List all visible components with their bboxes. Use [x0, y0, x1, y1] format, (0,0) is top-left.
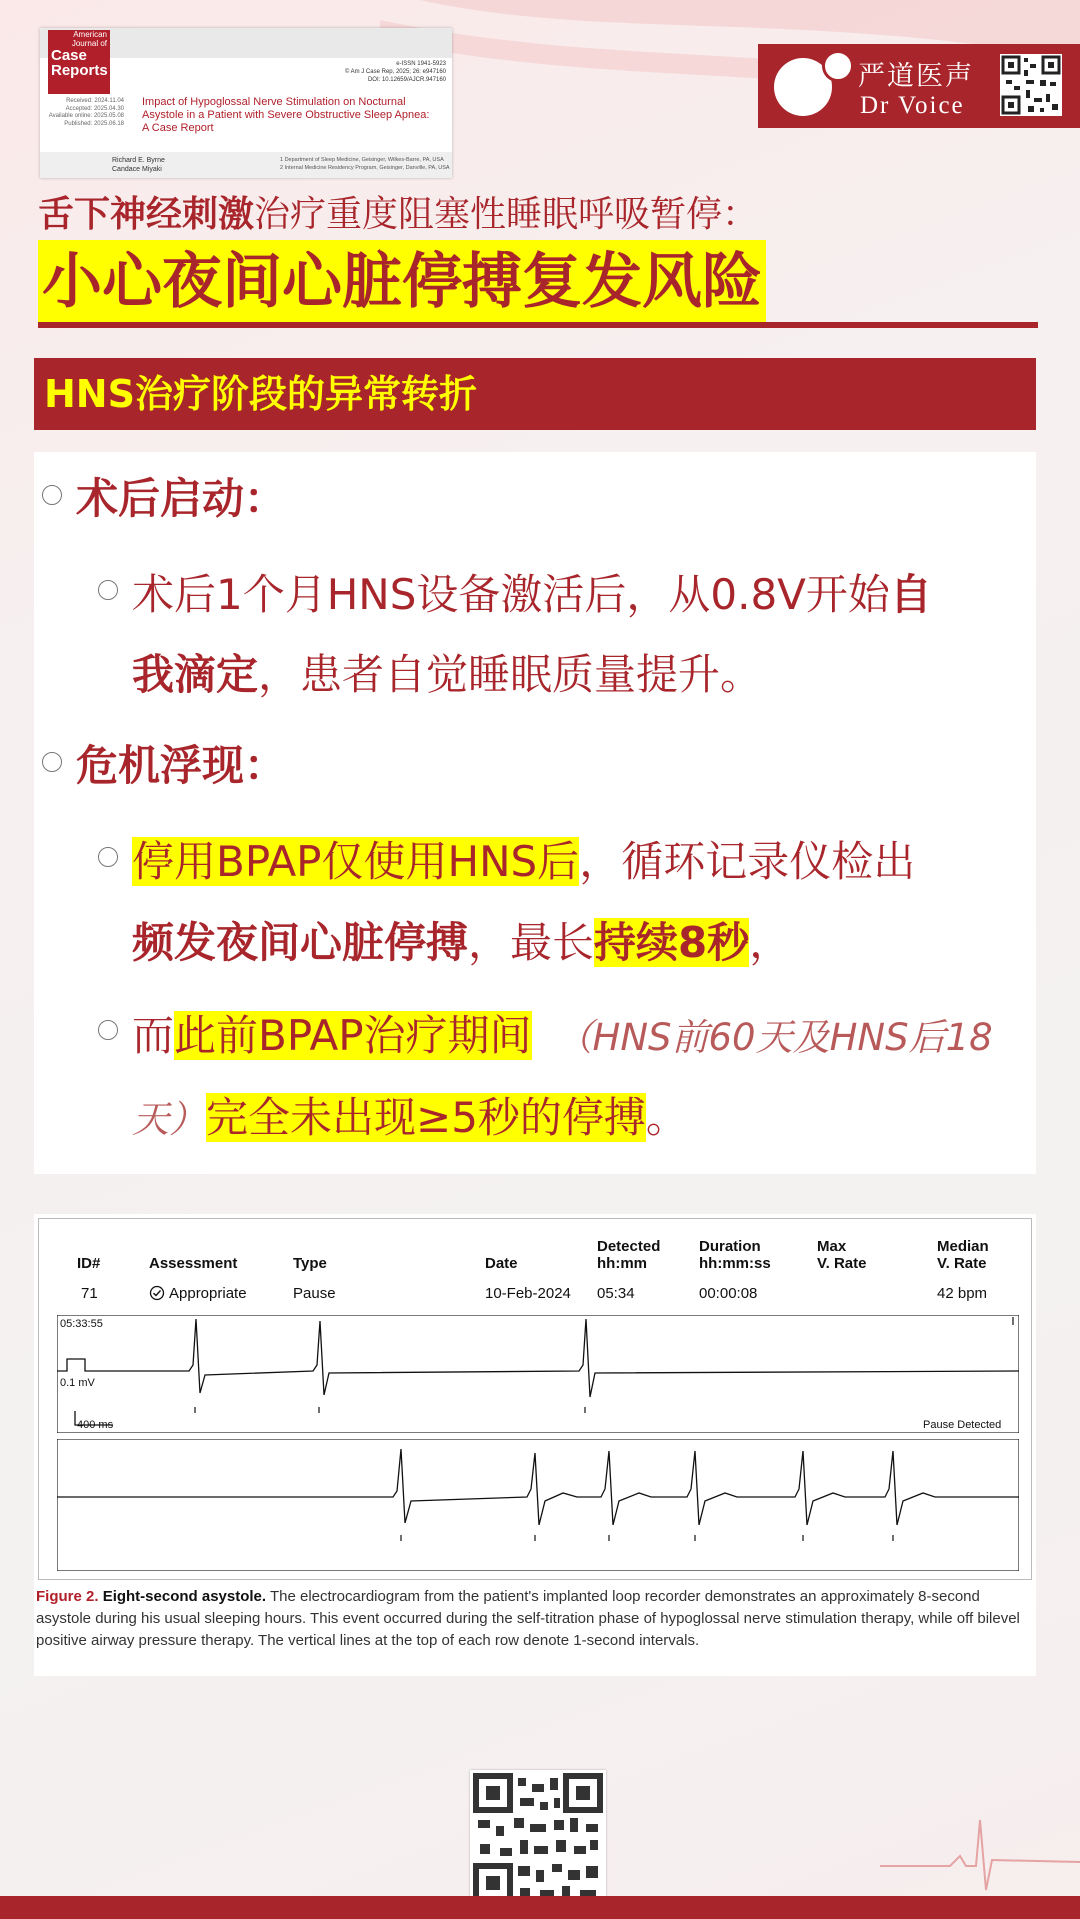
- item1-text-c: 我滴定: [132, 650, 259, 699]
- col-type: Type: [293, 1255, 327, 1272]
- sub2-highlight-b: 完全未出现≥5秒的停搏: [206, 1093, 646, 1142]
- subtitle-rest: 治疗重度阻塞性睡眠呼吸暂停：: [254, 194, 759, 235]
- sub2-line1: [132, 1003, 993, 1063]
- item2-title: 危机浮现：: [76, 741, 287, 790]
- pause-detected-label: Pause Detected: [923, 1419, 1002, 1431]
- col-median-rate: Median V. Rate: [937, 1238, 989, 1272]
- sub2-italic-a: （HNS前60天及HNS后18: [555, 1016, 993, 1059]
- col-detected: Detected hh:mm: [597, 1238, 661, 1272]
- bullet-circle-icon: [98, 1020, 118, 1040]
- ecg-panel: [38, 1218, 1032, 1580]
- sub1-line2: [132, 910, 791, 970]
- sub1-line1: [132, 829, 915, 889]
- row-type: Pause: [293, 1285, 336, 1302]
- sub1-highlight-b: 持续8秒: [594, 918, 750, 967]
- caption-title: Eight-second asystole.: [102, 1588, 267, 1605]
- caption-label: Figure 2.: [36, 1588, 99, 1605]
- figure-caption: [36, 1586, 1034, 1652]
- col-date: Date: [485, 1255, 518, 1272]
- sub2-line2: [132, 1085, 688, 1145]
- ecg-strip-1: [57, 1315, 1019, 1433]
- item1-text-b: 自: [889, 570, 932, 619]
- journal-name-top: American Journal of: [71, 30, 107, 48]
- col-max-rate: Max V. Rate: [817, 1238, 867, 1272]
- row-assessment: Appropriate: [169, 1285, 247, 1302]
- col-assessment: Assessment: [149, 1255, 238, 1272]
- logo-dot-icon: [822, 50, 854, 82]
- sub1-bold: 频发夜间心脏停搏: [132, 918, 469, 967]
- journal-name: Case Reports: [51, 47, 108, 79]
- brand-logo: [758, 44, 1080, 128]
- item1-line1: [132, 562, 932, 622]
- sub1-text-c: ，: [749, 918, 792, 967]
- bullet-circle-icon: [42, 485, 62, 505]
- ecg-figure: [34, 1214, 1036, 1676]
- paper-thumbnail: [40, 28, 452, 178]
- item1-title: 术后启动：: [76, 474, 287, 523]
- section-title: HNS治疗阶段的异常转折: [44, 372, 477, 416]
- qr-code-icon[interactable]: [470, 1770, 606, 1906]
- content-card: [34, 452, 1036, 1174]
- row-date: 10-Feb-2024: [485, 1285, 571, 1302]
- row-median-rate: 42 bpm: [937, 1285, 988, 1302]
- sub2-italic-b: 天）: [132, 1098, 206, 1141]
- main-title: 小心夜间心脏停搏复发风险: [38, 240, 766, 324]
- scale-mv-label: 0.1 mV: [60, 1377, 95, 1389]
- bullet-circle-icon: [42, 752, 62, 772]
- caption-text: The electrocardiogram from the patient's implanted loop recorder demonstrates an approximately 8-second asystole during his usual sleeping hours. This event occurred during the self-titration phase of hypoglossal nerve stimulation therapy, while off bilevel positive airway pressure therapy. The vertical lines at the top of each row denote 1-second intervals.: [36, 1588, 1020, 1649]
- paper-title: Impact of Hypoglossal Nerve Stimulation on Nocturnal Asystole in a Patient with Severe Obstructive Sleep Apnea: A Case Report: [142, 96, 430, 134]
- brand-name-zh: 严道医声: [858, 61, 974, 92]
- item1-text-d: ，患者自觉睡眠质量提升。: [258, 650, 763, 699]
- ecg-strip-2: [57, 1439, 1019, 1571]
- section-header: [34, 358, 1036, 430]
- row-detected: 05:34: [597, 1285, 635, 1302]
- col-duration: Duration hh:mm:ss: [699, 1238, 771, 1272]
- bullet-circle-icon: [98, 847, 118, 867]
- check-circle-icon: [149, 1285, 165, 1301]
- col-id: ID#: [77, 1255, 101, 1272]
- row-id: 71: [81, 1285, 98, 1302]
- scale-ms-label: 400 ms: [77, 1419, 114, 1431]
- paper-issn: e-ISSN 1941-5923 © Am J Case Rep, 2025; 26: e947160 DOI: 10.12659/AJCR.947160: [344, 61, 446, 83]
- strip-time-label: 05:33:55: [60, 1318, 103, 1330]
- item1-line2: [132, 642, 762, 702]
- sub1-highlight-a: 停用BPAP仅使用HNS后: [132, 837, 580, 886]
- row-duration: 00:00:08: [699, 1285, 758, 1302]
- paper-authors: Richard E. Byrne Candace Miyaki: [112, 157, 165, 173]
- subtitle: [38, 186, 758, 237]
- item1-text-a: 术后1个月HNS设备激活后，从0.8V开始: [132, 570, 890, 619]
- sub1-text-b: ，最长: [468, 918, 595, 967]
- heartbeat-line-icon: [880, 1800, 1080, 1900]
- sub2-text-a: 而: [132, 1011, 175, 1060]
- paper-dates: Received: 2024.11.04 Accepted: 2025.04.30 Available online: 2025.05.08 Published: 2025.06.18: [48, 98, 124, 127]
- bullet-circle-icon: [98, 580, 118, 600]
- sub2-text-b: 。: [645, 1093, 688, 1142]
- sub1-text-a: ，循环记录仪检出: [579, 837, 916, 886]
- subtitle-bold: 舌下神经刺激: [38, 194, 255, 235]
- journal-logo: [48, 30, 110, 94]
- brand-name-en: Dr Voice: [860, 92, 965, 119]
- title-divider: [38, 322, 1038, 328]
- footer-bar: [0, 1896, 1080, 1919]
- paper-affiliations: 1 Department of Sleep Medicine, Geisinger, Wilkes-Barre, PA, USA 2 Internal Medicine Residency Program, Geisinger, Danville, PA, USA: [280, 157, 450, 171]
- sub2-highlight-a: 此前BPAP治疗期间: [174, 1011, 532, 1060]
- brand-qr-code-icon[interactable]: [1000, 54, 1062, 116]
